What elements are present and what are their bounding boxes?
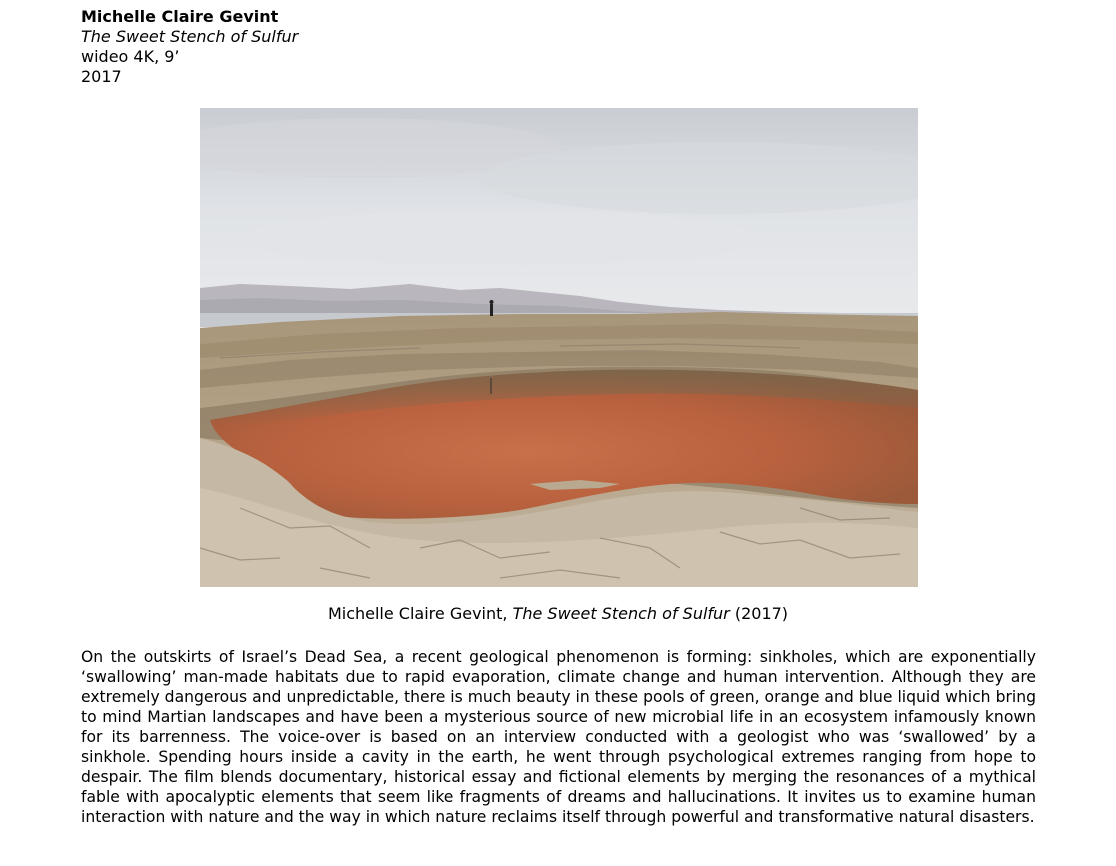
artwork-header: [81, 7, 298, 87]
artwork-medium: wideo 4K, 9’: [81, 47, 180, 66]
caption-year: (2017): [729, 604, 789, 623]
artwork-title: The Sweet Stench of Sulfur: [81, 27, 299, 46]
caption-artist: Michelle Claire Gevint,: [327, 604, 513, 623]
caption-title: The Sweet Stench of Sulfur: [512, 604, 730, 623]
artwork-year: 2017: [81, 67, 122, 86]
photo-caption: [0, 604, 1116, 624]
artist-name: Michelle Claire Gevint: [81, 7, 279, 26]
artwork-photo: [200, 108, 918, 587]
artwork-description: On the outskirts of Israel’s Dead Sea, a recent geological phenomenon is forming: sinkholes, which are exponentially ‘swallowing’ man-made habitats due to rapid evaporation, climate change and human intervention. Although they are extremely dangerous and unpredictable, there is much beauty in these pools of green, orange and blue liquid which bring to mind Martian landscapes and have been a mysterious source of new microbial life in an ecosystem infamously known for its barrenness. The voice-over is based on an interview conducted with a geologist who was ‘swallowed’ by a sinkhole. Spending hours inside a cavity in the earth, he went through psychological extremes ranging from hope to despair. The film blends documentary, historical essay and fictional elements by merging the resonances of a mythical fable with apocalyptic elements that seem like fragments of dreams and hallucinations. It invites us to examine human interaction with nature and the way in which nature reclaims itself through powerful and transformative natural disasters.: [81, 648, 1036, 826]
